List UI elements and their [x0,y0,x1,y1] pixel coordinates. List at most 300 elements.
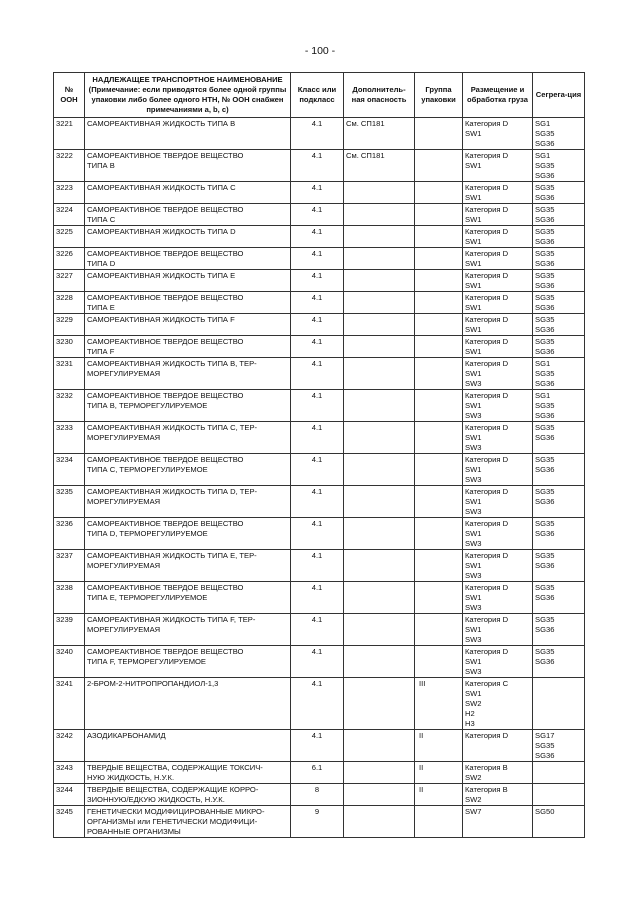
shipping-name-line: ТИПА В, ТЕРМОРЕГУЛИРУЕМОЕ [87,401,208,410]
stowage-line: SW1 [465,593,482,602]
shipping-name-line: ЗИОННУЮ/ЕДКУЮ ЖИДКОСТЬ, Н.У.К. [87,795,225,804]
class-cell: 4.1 [291,204,344,226]
un-number-cell: 3241 [54,678,85,730]
class-cell: 4.1 [291,292,344,314]
subsidiary-risk-cell [344,270,415,292]
table-row [54,292,585,314]
class-cell: 4.1 [291,182,344,204]
stowage-line: SW2 [465,795,482,804]
stowage-line: Категория D [465,615,509,624]
shipping-name-line: ТИПА D [87,259,116,268]
segregation-line: SG35 [535,583,555,592]
stowage-line: SW1 [465,129,482,138]
shipping-name-line: САМОРЕАКТИВНАЯ ЖИДКОСТЬ ТИПА D, ТЕР- [87,487,258,496]
un-number-cell: 3222 [54,150,85,182]
stowage-line: SW1 [465,237,482,246]
table-row [54,582,585,614]
stowage-line: SW1 [465,215,482,224]
table-row [54,270,585,292]
segregation-line: SG36 [535,529,555,538]
subsidiary-risk-cell [344,614,415,646]
shipping-name-line: МОРЕГУЛИРУЕМАЯ [87,561,161,570]
stowage-cell [463,518,533,550]
shipping-name-cell [85,614,291,646]
shipping-name-cell [85,422,291,454]
stowage-line: Категория D [465,271,509,280]
stowage-line: Категория D [465,249,509,258]
shipping-name-cell [85,358,291,390]
segregation-cell [533,582,585,614]
segregation-line: SG36 [535,303,555,312]
shipping-name-line: САМОРЕАКТИВНОЕ ТВЕРДОЕ ВЕЩЕСТВО [87,519,244,528]
shipping-name-line: САМОРЕАКТИВНОЕ ТВЕРДОЕ ВЕЩЕСТВО [87,205,244,214]
segregation-line: SG17 [535,731,555,740]
stowage-line: H3 [465,719,475,728]
segregation-line: SG36 [535,281,555,290]
stowage-line: Категория D [465,337,509,346]
segregation-line: SG35 [535,129,555,138]
un-number-cell: 3221 [54,118,85,150]
packing-group-cell [415,248,463,270]
subsidiary-risk-cell: См. СП181 [344,118,415,150]
shipping-name-cell [85,486,291,518]
packing-group-cell [415,582,463,614]
segregation-line: SG1 [535,151,551,160]
stowage-line: Категория D [465,647,509,656]
stowage-line: Категория D [465,583,509,592]
shipping-name-cell [85,582,291,614]
stowage-cell [463,550,533,582]
stowage-cell [463,486,533,518]
table-row [54,150,585,182]
stowage-line: H2 [465,709,475,718]
header-shipping-name-note: (Примечание: если приводятся более одной группы упаковки либо более одного НТН, № ООН снабжен примечаниями a, b, c) [88,85,287,114]
shipping-name-line: ГЕНЕТИЧЕСКИ МОДИФИЦИРОВАННЫЕ МИКРО- [87,807,265,816]
segregation-line: SG36 [535,657,555,666]
shipping-name-line: САМОРЕАКТИВНОЕ ТВЕРДОЕ ВЕЩЕСТВО [87,293,244,302]
packing-group-cell [415,118,463,150]
subsidiary-risk-cell [344,678,415,730]
stowage-cell [463,454,533,486]
shipping-name-line: ТИПА С [87,215,116,224]
stowage-line: SW1 [465,497,482,506]
un-number-cell: 3234 [54,454,85,486]
shipping-name-cell [85,248,291,270]
class-cell: 4.1 [291,226,344,248]
segregation-cell [533,518,585,550]
table-row [54,762,585,784]
packing-group-cell: II [415,730,463,762]
packing-group-cell [415,646,463,678]
shipping-name-cell [85,226,291,248]
stowage-line: SW3 [465,571,482,580]
segregation-line: SG35 [535,487,555,496]
shipping-name-cell [85,150,291,182]
shipping-name-line: САМОРЕАКТИВНОЕ ТВЕРДОЕ ВЕЩЕСТВО [87,151,244,160]
segregation-line: SG36 [535,215,555,224]
packing-group-cell [415,550,463,582]
stowage-line: Категория D [465,205,509,214]
shipping-name-line: САМОРЕАКТИВНАЯ ЖИДКОСТЬ ТИПА Е [87,271,236,280]
segregation-line: SG35 [535,551,555,560]
segregation-line: SG35 [535,227,555,236]
stowage-cell [463,784,533,806]
un-number-cell: 3245 [54,806,85,838]
un-number-cell: 3242 [54,730,85,762]
shipping-name-line: ТИПА Е, ТЕРМОРЕГУЛИРУЕМОЕ [87,593,208,602]
table-row [54,518,585,550]
header-un-no: № ООН [54,73,85,118]
packing-group-cell [415,226,463,248]
segregation-cell [533,806,585,838]
subsidiary-risk-cell [344,582,415,614]
stowage-line: Категория D [465,487,509,496]
un-number-cell: 3237 [54,550,85,582]
segregation-line: SG36 [535,139,555,148]
segregation-cell [533,390,585,422]
class-cell: 4.1 [291,150,344,182]
segregation-cell [533,314,585,336]
stowage-cell [463,646,533,678]
packing-group-cell [415,150,463,182]
stowage-cell [463,118,533,150]
segregation-cell [533,422,585,454]
stowage-line: SW1 [465,369,482,378]
stowage-line: SW3 [465,411,482,420]
segregation-cell [533,270,585,292]
segregation-cell [533,646,585,678]
subsidiary-risk-cell [344,518,415,550]
segregation-line: SG35 [535,249,555,258]
subsidiary-risk-cell [344,204,415,226]
subsidiary-risk-cell [344,486,415,518]
segregation-line: SG36 [535,411,555,420]
stowage-line: SW1 [465,529,482,538]
shipping-name-line: САМОРЕАКТИВНАЯ ЖИДКОСТЬ ТИПА С, ТЕР- [87,423,258,432]
class-cell: 4.1 [291,314,344,336]
segregation-cell [533,730,585,762]
table-row [54,204,585,226]
shipping-name-line: РОВАННЫЕ ОРГАНИЗМЫ [87,827,181,836]
stowage-line: Категория В [465,763,508,772]
segregation-line: SG36 [535,433,555,442]
table-row [54,248,585,270]
stowage-line: SW1 [465,193,482,202]
stowage-line: Категория D [465,293,509,302]
stowage-line: Категория D [465,119,509,128]
stowage-cell [463,678,533,730]
segregation-cell [533,248,585,270]
segregation-line: SG36 [535,561,555,570]
class-cell: 6.1 [291,762,344,784]
class-cell: 4.1 [291,518,344,550]
packing-group-cell [415,204,463,226]
subsidiary-risk-cell [344,358,415,390]
stowage-cell [463,336,533,358]
class-cell: 9 [291,806,344,838]
subsidiary-risk-cell [344,182,415,204]
table-row [54,678,585,730]
header-shipping-name [85,73,291,118]
packing-group-cell [415,314,463,336]
packing-group-cell [415,486,463,518]
segregation-cell [533,336,585,358]
segregation-cell [533,292,585,314]
stowage-cell [463,730,533,762]
segregation-line: SG35 [535,183,555,192]
stowage-cell [463,358,533,390]
table-row [54,226,585,248]
segregation-line: SG35 [535,741,555,750]
un-number-cell: 3225 [54,226,85,248]
stowage-line: SW1 [465,465,482,474]
subsidiary-risk-cell [344,784,415,806]
stowage-line: Категория D [465,455,509,464]
un-number-cell: 3231 [54,358,85,390]
stowage-line: SW3 [465,603,482,612]
shipping-name-line: САМОРЕАКТИВНАЯ ЖИДКОСТЬ ТИПА С [87,183,236,192]
subsidiary-risk-cell [344,550,415,582]
packing-group-cell [415,422,463,454]
shipping-name-cell [85,678,291,730]
segregation-line: SG36 [535,751,555,760]
shipping-name-cell [85,646,291,678]
shipping-name-line: ТИПА В [87,161,115,170]
stowage-line: Категория D [465,315,509,324]
table-row [54,806,585,838]
shipping-name-cell [85,762,291,784]
shipping-name-line: ТИПА С, ТЕРМОРЕГУЛИРУЕМОЕ [87,465,208,474]
segregation-cell [533,118,585,150]
class-cell: 4.1 [291,118,344,150]
subsidiary-risk-cell [344,762,415,784]
class-cell: 4.1 [291,390,344,422]
shipping-name-line: САМОРЕАКТИВНАЯ ЖИДКОСТЬ ТИПА Е, ТЕР- [87,551,257,560]
table-row [54,390,585,422]
shipping-name-line: ТИПА D, ТЕРМОРЕГУЛИРУЕМОЕ [87,529,208,538]
un-number-cell: 3236 [54,518,85,550]
shipping-name-cell [85,270,291,292]
stowage-line: SW3 [465,539,482,548]
shipping-name-line: ТИПА Е [87,303,115,312]
shipping-name-line: 2-БРОМ-2-НИТРОПРОПАНДИОЛ-1,3 [87,679,219,688]
stowage-cell [463,614,533,646]
stowage-cell [463,314,533,336]
segregation-cell [533,486,585,518]
stowage-line: SW1 [465,561,482,570]
table-row [54,730,585,762]
stowage-line: SW3 [465,507,482,516]
shipping-name-cell [85,390,291,422]
stowage-line: SW1 [465,281,482,290]
stowage-line: Категория D [465,391,509,400]
un-number-cell: 3224 [54,204,85,226]
stowage-line: Категория D [465,227,509,236]
packing-group-cell [415,614,463,646]
shipping-name-cell [85,336,291,358]
dangerous-goods-table [53,72,585,838]
un-number-cell: 3228 [54,292,85,314]
packing-group-cell [415,390,463,422]
segregation-cell [533,614,585,646]
stowage-line: SW1 [465,433,482,442]
table-row [54,358,585,390]
class-cell: 4.1 [291,454,344,486]
un-number-cell: 3244 [54,784,85,806]
packing-group-cell [415,336,463,358]
subsidiary-risk-cell [344,390,415,422]
header-shipping-name-title: НАДЛЕЖАЩЕЕ ТРАНСПОРТНОЕ НАИМЕНОВАНИЕ [92,75,283,84]
class-cell: 4.1 [291,582,344,614]
un-number-cell: 3233 [54,422,85,454]
stowage-cell [463,150,533,182]
subsidiary-risk-cell [344,314,415,336]
shipping-name-line: САМОРЕАКТИВНАЯ ЖИДКОСТЬ ТИПА В [87,119,236,128]
table-row [54,784,585,806]
page-number: - 100 - [304,45,336,57]
stowage-line: Категория D [465,519,509,528]
shipping-name-line: САМОРЕАКТИВНОЕ ТВЕРДОЕ ВЕЩЕСТВО [87,391,244,400]
segregation-line: SG1 [535,359,551,368]
packing-group-cell [415,454,463,486]
un-number-cell: 3227 [54,270,85,292]
subsidiary-risk-cell [344,292,415,314]
packing-group-cell [415,518,463,550]
packing-group-cell [415,806,463,838]
segregation-line: SG35 [535,615,555,624]
class-cell: 4.1 [291,486,344,518]
stowage-line: SW3 [465,635,482,644]
segregation-line: SG36 [535,193,555,202]
stowage-cell [463,390,533,422]
stowage-line: SW1 [465,401,482,410]
shipping-name-line: САМОРЕАКТИВНАЯ ЖИДКОСТЬ ТИПА D [87,227,236,236]
segregation-line: SG36 [535,465,555,474]
stowage-line: Категория D [465,183,509,192]
shipping-name-line: САМОРЕАКТИВНОЕ ТВЕРДОЕ ВЕЩЕСТВО [87,647,244,656]
table-row [54,454,585,486]
segregation-cell [533,784,585,806]
shipping-name-line: ТВЕРДЫЕ ВЕЩЕСТВА, СОДЕРЖАЩИЕ ТОКСИЧ- [87,763,263,772]
segregation-line: SG35 [535,337,555,346]
shipping-name-line: САМОРЕАКТИВНАЯ ЖИДКОСТЬ ТИПА В, ТЕР- [87,359,257,368]
shipping-name-cell [85,454,291,486]
segregation-line: SG36 [535,325,555,334]
header-segregation: Сегрега-ция [533,73,585,118]
segregation-line: SG36 [535,347,555,356]
un-number-cell: 3238 [54,582,85,614]
shipping-name-cell [85,550,291,582]
shipping-name-cell [85,314,291,336]
class-cell: 4.1 [291,646,344,678]
stowage-cell [463,806,533,838]
stowage-line: SW2 [465,699,482,708]
stowage-line: Категория D [465,731,509,740]
un-number-cell: 3229 [54,314,85,336]
stowage-cell [463,270,533,292]
segregation-line: SG1 [535,391,551,400]
segregation-line: SG36 [535,497,555,506]
stowage-line: SW1 [465,259,482,268]
un-number-cell: 3240 [54,646,85,678]
segregation-line: SG36 [535,593,555,602]
segregation-cell [533,204,585,226]
shipping-name-line: САМОРЕАКТИВНОЕ ТВЕРДОЕ ВЕЩЕСТВО [87,249,244,258]
stowage-cell [463,582,533,614]
stowage-line: SW1 [465,325,482,334]
stowage-line: SW3 [465,475,482,484]
stowage-cell [463,422,533,454]
subsidiary-risk-cell [344,730,415,762]
segregation-line: SG35 [535,205,555,214]
shipping-name-cell [85,518,291,550]
subsidiary-risk-cell [344,226,415,248]
shipping-name-line: САМОРЕАКТИВНОЕ ТВЕРДОЕ ВЕЩЕСТВО [87,455,244,464]
segregation-line: SG35 [535,519,555,528]
packing-group-cell [415,358,463,390]
un-number-cell: 3230 [54,336,85,358]
table-row [54,646,585,678]
subsidiary-risk-cell [344,248,415,270]
segregation-cell [533,678,585,730]
shipping-name-line: МОРЕГУЛИРУЕМАЯ [87,625,161,634]
class-cell: 8 [291,784,344,806]
shipping-name-line: МОРЕГУЛИРУЕМАЯ [87,369,161,378]
header-class: Класс или подкласс [291,73,344,118]
table-row [54,182,585,204]
segregation-line: SG35 [535,315,555,324]
segregation-line: SG36 [535,171,555,180]
packing-group-cell: II [415,762,463,784]
shipping-name-line: МОРЕГУЛИРУЕМАЯ [87,497,161,506]
segregation-line: SG36 [535,625,555,634]
subsidiary-risk-cell [344,422,415,454]
stowage-line: Категория С [465,679,509,688]
un-number-cell: 3226 [54,248,85,270]
shipping-name-line: АЗОДИКАРБОНАМИД [87,731,166,740]
stowage-line: SW1 [465,689,482,698]
stowage-line: SW3 [465,443,482,452]
header-subsidiary-risk: Дополнитель-ная опасность [344,73,415,118]
class-cell: 4.1 [291,270,344,292]
segregation-line: SG50 [535,807,555,816]
packing-group-cell: II [415,784,463,806]
stowage-line: SW1 [465,161,482,170]
shipping-name-line: САМОРЕАКТИВНАЯ ЖИДКОСТЬ ТИПА F, ТЕР- [87,615,256,624]
stowage-cell [463,762,533,784]
shipping-name-line: ОРГАНИЗМЫ или ГЕНЕТИЧЕСКИ МОДИФИЦИ- [87,817,258,826]
shipping-name-cell [85,292,291,314]
segregation-line: SG35 [535,647,555,656]
stowage-cell [463,226,533,248]
segregation-cell [533,454,585,486]
subsidiary-risk-cell [344,646,415,678]
stowage-line: SW1 [465,657,482,666]
subsidiary-risk-cell [344,336,415,358]
stowage-cell [463,204,533,226]
shipping-name-cell [85,182,291,204]
shipping-name-line: ТИПА F [87,347,115,356]
packing-group-cell [415,182,463,204]
shipping-name-line: НУЮ ЖИДКОСТЬ, Н.У.К. [87,773,175,782]
table-row [54,614,585,646]
class-cell: 4.1 [291,614,344,646]
table-row [54,486,585,518]
segregation-cell [533,762,585,784]
segregation-line: SG35 [535,369,555,378]
stowage-line: Категория D [465,151,509,160]
segregation-line: SG35 [535,293,555,302]
